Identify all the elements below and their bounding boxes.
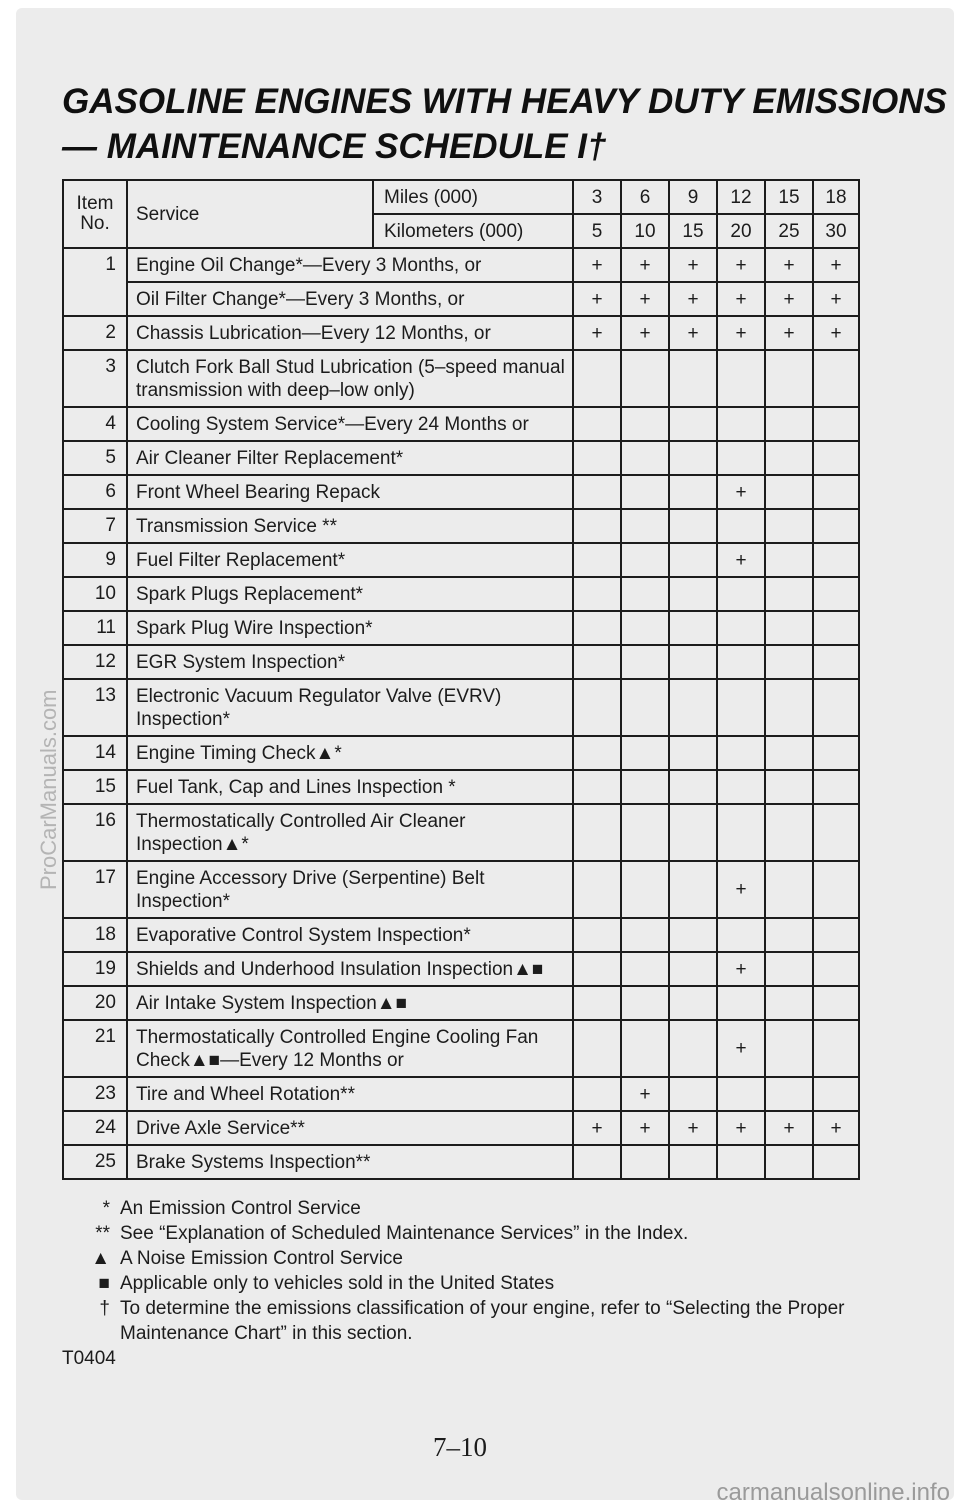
interval-mark (717, 1077, 765, 1111)
interval-mark (813, 509, 859, 543)
schedule-row (63, 577, 859, 611)
interval-mark (717, 736, 765, 770)
interval-mark (669, 918, 717, 952)
interval-mark (813, 952, 859, 986)
interval-mark (669, 736, 717, 770)
footnote (62, 1271, 862, 1296)
corner-watermark: carmanualsonline.info (716, 1479, 950, 1506)
footnote-text: See “Explanation of Scheduled Maintenance Services” in the Index. (120, 1223, 689, 1244)
schedule-row (63, 952, 859, 986)
footnote-symbol: ▲ (91, 1248, 110, 1269)
schedule-row (63, 350, 859, 407)
interval-mark (765, 407, 813, 441)
interval-mark: + (717, 475, 765, 509)
interval-mark (717, 577, 765, 611)
interval-mark (717, 986, 765, 1020)
item-number: 11 (63, 611, 127, 645)
item-number: 23 (63, 1077, 127, 1111)
item-number: 10 (63, 577, 127, 611)
interval-mark (573, 441, 621, 475)
interval-mark (669, 475, 717, 509)
interval-mark: + (573, 248, 621, 282)
interval-mark (573, 804, 621, 861)
schedule-row (63, 509, 859, 543)
side-watermark: ProCarManuals.com (36, 689, 61, 890)
interval-mark (621, 736, 669, 770)
miles-value: 12 (717, 180, 765, 214)
interval-mark (669, 952, 717, 986)
service-header: Service (127, 180, 373, 248)
schedule-row (63, 407, 859, 441)
interval-mark (717, 770, 765, 804)
kilometers-value: 20 (717, 214, 765, 248)
interval-mark (573, 679, 621, 736)
schedule-row (63, 248, 859, 282)
interval-mark (765, 770, 813, 804)
interval-mark (573, 1145, 621, 1179)
service-description: Evaporative Control System Inspection* (127, 918, 573, 952)
interval-mark (573, 736, 621, 770)
schedule-row (63, 1111, 859, 1145)
interval-mark (621, 407, 669, 441)
service-description: Engine Accessory Drive (Serpentine) Belt Inspection* (127, 861, 573, 918)
interval-mark (621, 611, 669, 645)
footnote-symbol: † (99, 1298, 110, 1319)
interval-mark (573, 509, 621, 543)
service-description: Cooling System Service*—Every 24 Months or (127, 407, 573, 441)
interval-mark (669, 679, 717, 736)
interval-mark (813, 770, 859, 804)
interval-mark (717, 679, 765, 736)
footnote-text: An Emission Control Service (120, 1198, 361, 1219)
interval-mark (765, 1020, 813, 1077)
service-description: Air Cleaner Filter Replacement* (127, 441, 573, 475)
schedule-row (63, 441, 859, 475)
item-number: 13 (63, 679, 127, 736)
interval-mark: + (621, 316, 669, 350)
interval-mark (813, 918, 859, 952)
interval-mark (621, 1020, 669, 1077)
interval-mark (813, 804, 859, 861)
footnote (62, 1296, 862, 1346)
service-description: Spark Plug Wire Inspection* (127, 611, 573, 645)
item-number: 15 (63, 770, 127, 804)
interval-mark (765, 679, 813, 736)
interval-mark (621, 770, 669, 804)
interval-mark (621, 861, 669, 918)
footnote-symbol: ■ (98, 1273, 110, 1294)
interval-mark (765, 509, 813, 543)
service-description: Fuel Filter Replacement* (127, 543, 573, 577)
interval-mark: + (765, 282, 813, 316)
interval-mark: + (621, 282, 669, 316)
schedule-row (63, 1020, 859, 1077)
interval-mark: + (717, 543, 765, 577)
interval-mark (621, 679, 669, 736)
interval-mark: + (669, 1111, 717, 1145)
kilometers-value: 5 (573, 214, 621, 248)
interval-mark (813, 861, 859, 918)
service-description: Front Wheel Bearing Repack (127, 475, 573, 509)
schedule-row (63, 1145, 859, 1179)
interval-mark (573, 407, 621, 441)
service-description: Engine Timing Check▲* (127, 736, 573, 770)
interval-mark (669, 770, 717, 804)
item-number: 14 (63, 736, 127, 770)
interval-mark (717, 441, 765, 475)
interval-mark (765, 1145, 813, 1179)
interval-mark (621, 509, 669, 543)
service-description: Tire and Wheel Rotation** (127, 1077, 573, 1111)
interval-mark (765, 611, 813, 645)
interval-mark (717, 611, 765, 645)
schedule-row (63, 316, 859, 350)
interval-mark (813, 543, 859, 577)
interval-mark (717, 804, 765, 861)
interval-mark (669, 350, 717, 407)
footnote (62, 1246, 862, 1271)
service-description: Brake Systems Inspection** (127, 1145, 573, 1179)
interval-mark (573, 1077, 621, 1111)
interval-mark (669, 441, 717, 475)
footnote-symbol: ** (95, 1223, 110, 1244)
interval-mark (621, 1145, 669, 1179)
interval-mark: + (765, 1111, 813, 1145)
service-description: Thermostatically Controlled Air Cleaner Inspection▲* (127, 804, 573, 861)
interval-mark (669, 543, 717, 577)
interval-mark (669, 645, 717, 679)
service-description: Chassis Lubrication—Every 12 Months, or (127, 316, 573, 350)
interval-mark: + (669, 282, 717, 316)
kilometers-value: 25 (765, 214, 813, 248)
interval-mark: + (765, 316, 813, 350)
interval-mark (813, 736, 859, 770)
item-number: 25 (63, 1145, 127, 1179)
service-description: Engine Oil Change*—Every 3 Months, or (127, 248, 573, 282)
interval-mark (813, 1020, 859, 1077)
item-number: 18 (63, 918, 127, 952)
interval-mark (669, 1020, 717, 1077)
interval-mark (669, 804, 717, 861)
interval-mark (573, 645, 621, 679)
interval-mark (573, 918, 621, 952)
interval-mark (669, 986, 717, 1020)
item-number: 5 (63, 441, 127, 475)
interval-mark: + (717, 1111, 765, 1145)
item-number: 1 (63, 248, 127, 316)
maintenance-schedule-table (62, 179, 860, 1180)
interval-mark (621, 804, 669, 861)
miles-label: Miles (000) (373, 180, 573, 214)
figure-code: T0404 (62, 1348, 116, 1369)
miles-value: 18 (813, 180, 859, 214)
service-description: Spark Plugs Replacement* (127, 577, 573, 611)
page-title-line-1: GASOLINE ENGINES WITH HEAVY DUTY EMISSIONS (62, 82, 947, 121)
interval-mark: + (717, 1020, 765, 1077)
interval-mark: + (669, 248, 717, 282)
page-title-line-2: — MAINTENANCE SCHEDULE I† (62, 127, 607, 166)
item-number: 21 (63, 1020, 127, 1077)
miles-value: 6 (621, 180, 669, 214)
interval-mark (717, 918, 765, 952)
interval-mark: + (813, 282, 859, 316)
interval-mark (765, 441, 813, 475)
interval-mark (573, 611, 621, 645)
interval-mark (573, 952, 621, 986)
interval-mark: + (717, 861, 765, 918)
item-number: 3 (63, 350, 127, 407)
interval-mark (669, 611, 717, 645)
interval-mark (669, 861, 717, 918)
interval-mark (669, 577, 717, 611)
schedule-row (63, 611, 859, 645)
item-number: 24 (63, 1111, 127, 1145)
interval-mark (813, 986, 859, 1020)
interval-mark (813, 475, 859, 509)
footnote (62, 1196, 862, 1221)
item-number: 20 (63, 986, 127, 1020)
schedule-row (63, 1077, 859, 1111)
kilometers-label: Kilometers (000) (373, 214, 573, 248)
item-number: 17 (63, 861, 127, 918)
interval-mark (669, 1077, 717, 1111)
interval-mark (621, 441, 669, 475)
interval-mark (813, 645, 859, 679)
interval-mark: + (717, 316, 765, 350)
interval-mark (765, 861, 813, 918)
schedule-row (63, 736, 859, 770)
interval-mark (669, 1145, 717, 1179)
interval-mark (813, 679, 859, 736)
schedule-row (63, 645, 859, 679)
service-description: Drive Axle Service** (127, 1111, 573, 1145)
item-header-line-1: Item (76, 193, 114, 214)
interval-mark (813, 350, 859, 407)
interval-mark: + (621, 1077, 669, 1111)
service-description: Fuel Tank, Cap and Lines Inspection * (127, 770, 573, 804)
schedule-row (63, 543, 859, 577)
interval-mark (717, 350, 765, 407)
interval-mark: + (813, 316, 859, 350)
interval-mark (765, 918, 813, 952)
interval-mark (669, 407, 717, 441)
interval-mark (573, 475, 621, 509)
miles-value: 15 (765, 180, 813, 214)
footnote-text: Applicable only to vehicles sold in the United States (120, 1273, 555, 1294)
item-number: 19 (63, 952, 127, 986)
service-description: Clutch Fork Ball Stud Lubrication (5–speed manual transmission with deep–low only) (127, 350, 573, 407)
interval-mark (717, 645, 765, 679)
interval-mark (621, 543, 669, 577)
interval-mark (765, 1077, 813, 1111)
interval-mark: + (717, 282, 765, 316)
item-header-line-2: No. (80, 213, 110, 234)
interval-mark (573, 986, 621, 1020)
interval-mark (765, 577, 813, 611)
interval-mark: + (813, 1111, 859, 1145)
item-number-header (63, 180, 127, 248)
interval-mark (573, 770, 621, 804)
service-description: Electronic Vacuum Regulator Valve (EVRV) Inspection* (127, 679, 573, 736)
interval-mark: + (621, 248, 669, 282)
interval-mark (717, 407, 765, 441)
miles-value: 9 (669, 180, 717, 214)
kilometers-value: 15 (669, 214, 717, 248)
interval-mark (813, 1145, 859, 1179)
schedule-row (63, 770, 859, 804)
service-description: Transmission Service ** (127, 509, 573, 543)
interval-mark (621, 645, 669, 679)
interval-mark (765, 645, 813, 679)
item-number: 2 (63, 316, 127, 350)
schedule-row (63, 986, 859, 1020)
interval-mark (573, 1020, 621, 1077)
interval-mark (573, 861, 621, 918)
interval-mark: + (765, 248, 813, 282)
interval-mark (717, 1145, 765, 1179)
interval-mark (813, 1077, 859, 1111)
interval-mark: + (621, 1111, 669, 1145)
item-number: 12 (63, 645, 127, 679)
kilometers-value: 30 (813, 214, 859, 248)
interval-mark (765, 804, 813, 861)
footnote-text: A Noise Emission Control Service (120, 1248, 403, 1269)
interval-mark (621, 475, 669, 509)
interval-mark (573, 350, 621, 407)
interval-mark (621, 577, 669, 611)
interval-mark (717, 509, 765, 543)
item-number: 16 (63, 804, 127, 861)
interval-mark (573, 577, 621, 611)
footnote-symbol: * (102, 1198, 110, 1219)
interval-mark (765, 350, 813, 407)
interval-mark: + (573, 316, 621, 350)
footnote-text: To determine the emissions classification of your engine, refer to “Selecting the Proper Maintenance Chart” in this section. (120, 1298, 845, 1344)
item-number: 4 (63, 407, 127, 441)
interval-mark (813, 611, 859, 645)
service-description: Air Intake System Inspection▲■ (127, 986, 573, 1020)
schedule-row (63, 282, 859, 316)
interval-mark: + (813, 248, 859, 282)
schedule-row (63, 679, 859, 736)
interval-mark: + (717, 952, 765, 986)
interval-mark (765, 543, 813, 577)
service-description: Thermostatically Controlled Engine Cooling Fan Check▲■—Every 12 Months or (127, 1020, 573, 1077)
footnotes (62, 1196, 862, 1346)
schedule-row (63, 918, 859, 952)
header-row-miles (63, 180, 859, 214)
item-number: 6 (63, 475, 127, 509)
interval-mark: + (669, 316, 717, 350)
page-number: 7–10 (433, 1432, 487, 1462)
miles-value: 3 (573, 180, 621, 214)
interval-mark (765, 986, 813, 1020)
interval-mark: + (573, 1111, 621, 1145)
schedule-row (63, 861, 859, 918)
interval-mark (669, 509, 717, 543)
interval-mark (621, 986, 669, 1020)
interval-mark (813, 407, 859, 441)
interval-mark (621, 350, 669, 407)
schedule-row (63, 475, 859, 509)
interval-mark (621, 952, 669, 986)
interval-mark (573, 543, 621, 577)
service-description: Shields and Underhood Insulation Inspection▲■ (127, 952, 573, 986)
service-description: EGR System Inspection* (127, 645, 573, 679)
item-number: 7 (63, 509, 127, 543)
interval-mark (765, 475, 813, 509)
item-number: 9 (63, 543, 127, 577)
interval-mark (813, 441, 859, 475)
footnote (62, 1221, 862, 1246)
interval-mark (813, 577, 859, 611)
interval-mark: + (717, 248, 765, 282)
kilometers-value: 10 (621, 214, 669, 248)
interval-mark (765, 952, 813, 986)
interval-mark (765, 736, 813, 770)
interval-mark: + (573, 282, 621, 316)
schedule-row (63, 804, 859, 861)
interval-mark (621, 918, 669, 952)
service-description: Oil Filter Change*—Every 3 Months, or (127, 282, 573, 316)
